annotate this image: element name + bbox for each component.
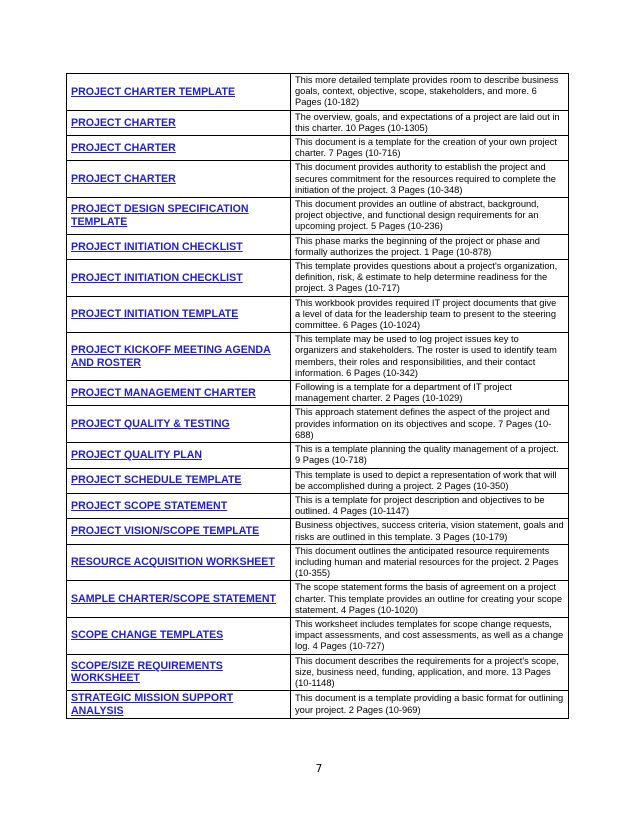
description-cell: This document describes the requirements for a project's scope, size, business need, funding, application, and more. 13 Pages (10-1148) <box>291 654 569 691</box>
title-cell <box>67 654 291 691</box>
title-cell <box>67 519 291 544</box>
title-cell <box>67 296 291 333</box>
description-cell: Following is a template for a department of IT project management charter. 2 Pages (10-1029) <box>291 381 569 406</box>
document-link[interactable]: PROJECT SCOPE STATEMENT <box>71 499 228 512</box>
document-table <box>66 73 569 719</box>
title-cell <box>67 136 291 161</box>
title-cell <box>67 74 291 111</box>
document-link[interactable]: PROJECT CHARTER <box>71 141 176 154</box>
document-link[interactable]: SAMPLE CHARTER/SCOPE STATEMENT <box>71 592 277 605</box>
table-row <box>67 260 569 297</box>
description-cell: This approach statement defines the aspect of the project and provides information on its objectives and scope. 7 Pages (10-688) <box>291 406 569 443</box>
description-cell: This is a template for project description and objectives to be outlined. 4 Pages (10-1147) <box>291 493 569 518</box>
document-link[interactable]: PROJECT KICKOFF MEETING AGENDA AND ROSTER <box>71 344 271 369</box>
document-link[interactable]: RESOURCE ACQUISITION WORKSHEET <box>71 556 275 569</box>
description-cell: The overview, goals, and expectations of a project are laid out in this charter. 10 Pages (10-1305) <box>291 110 569 135</box>
table-row <box>67 296 569 333</box>
table-row <box>67 198 569 235</box>
table-row <box>67 333 569 381</box>
table-row <box>67 110 569 135</box>
description-cell: This document provides authority to establish the project and secures commitment for the resources required to complete the initiation of the project. 3 Pages (10-348) <box>291 161 569 198</box>
title-cell <box>67 260 291 297</box>
title-cell <box>67 381 291 406</box>
document-link[interactable]: PROJECT CHARTER <box>71 172 176 185</box>
document-link[interactable]: STRATEGIC MISSION SUPPORT ANALYSIS <box>71 692 234 717</box>
title-cell <box>67 198 291 235</box>
document-link[interactable]: PROJECT INITIATION CHECKLIST <box>71 240 243 253</box>
table-row <box>67 691 569 719</box>
table-row <box>67 617 569 654</box>
table-row <box>67 161 569 198</box>
table-row <box>67 443 569 468</box>
description-cell: This is a template planning the quality management of a project. 9 Pages (10-718) <box>291 443 569 468</box>
page-number: 7 <box>315 763 323 775</box>
table-row <box>67 234 569 259</box>
title-cell <box>67 581 291 618</box>
title-cell <box>67 234 291 259</box>
title-cell <box>67 544 291 581</box>
description-cell: This workbook provides required IT project documents that give a level of data for the leadership team to present to the steering committee. 6 Pages (10-1024) <box>291 296 569 333</box>
document-link[interactable]: PROJECT CHARTER <box>71 116 176 129</box>
description-cell: This document provides an outline of abstract, background, project objective, and functional design requirements for an upcoming project. 5 Pages (10-236) <box>291 198 569 235</box>
title-cell <box>67 691 291 719</box>
description-cell: This template is used to depict a representation of work that will be accomplished during a project. 2 Pages (10-350) <box>291 468 569 493</box>
title-cell <box>67 333 291 381</box>
document-link[interactable]: PROJECT SCHEDULE TEMPLATE <box>71 474 242 487</box>
document-link[interactable]: PROJECT DESIGN SPECIFICATION TEMPLATE <box>71 203 249 228</box>
description-cell: The scope statement forms the basis of agreement on a project charter. This template provides an outline for creating your scope statement. 4 Pages (10-1020) <box>291 581 569 618</box>
title-cell <box>67 468 291 493</box>
description-cell: This document outlines the anticipated resource requirements including human and material resources for the project. 2 Pages (10-355) <box>291 544 569 581</box>
document-link[interactable]: PROJECT INITIATION TEMPLATE <box>71 308 239 321</box>
description-cell: This more detailed template provides room to describe business goals, context, objective, scope, stakeholders, and more. 6 Pages (10-182) <box>291 74 569 111</box>
title-cell <box>67 110 291 135</box>
description-cell: This worksheet includes templates for scope change requests, impact assessments, and cost assessments, as well as a change log. 4 Pages (10-727) <box>291 617 569 654</box>
document-link[interactable]: PROJECT QUALITY PLAN <box>71 449 203 462</box>
title-cell <box>67 493 291 518</box>
document-link[interactable]: SCOPE/SIZE REQUIREMENTS WORKSHEET <box>71 659 223 685</box>
document-link[interactable]: PROJECT QUALITY & TESTING <box>71 418 230 431</box>
table-row <box>67 74 569 111</box>
table-row <box>67 519 569 544</box>
table-row <box>67 493 569 518</box>
description-cell: This phase marks the beginning of the project or phase and formally authorizes the project. 1 Page (10-878) <box>291 234 569 259</box>
title-cell <box>67 617 291 654</box>
title-cell <box>67 406 291 443</box>
description-cell: This template may be used to log project issues key to organizers and stakeholders. The roster is used to identify team members, their roles and responsibilities, and their contact information. 6 Pages (10-342) <box>291 333 569 381</box>
description-cell: This template provides questions about a project's organization, definition, risk, & estimate to help determine readiness for the project. 3 Pages (10-717) <box>291 260 569 297</box>
table-row <box>67 381 569 406</box>
document-link[interactable]: PROJECT CHARTER TEMPLATE <box>71 85 236 98</box>
title-cell <box>67 161 291 198</box>
document-link[interactable]: PROJECT VISION/SCOPE TEMPLATE <box>71 525 260 538</box>
table-row <box>67 136 569 161</box>
description-cell: Business objectives, success criteria, vision statement, goals and risks are outlined in this template. 3 Pages (10-179) <box>291 519 569 544</box>
description-cell: This document is a template for the creation of your own project charter. 7 Pages (10-716) <box>291 136 569 161</box>
table-row <box>67 468 569 493</box>
document-link[interactable]: SCOPE CHANGE TEMPLATES <box>71 629 224 642</box>
description-cell: This document is a template providing a basic format for outlining your project. 2 Pages (10-969) <box>291 691 569 719</box>
table-row <box>67 406 569 443</box>
document-link[interactable]: PROJECT INITIATION CHECKLIST <box>71 271 243 284</box>
document-link[interactable]: PROJECT MANAGEMENT CHARTER <box>71 387 256 400</box>
table-row <box>67 544 569 581</box>
table-row <box>67 654 569 691</box>
title-cell <box>67 443 291 468</box>
table-row <box>67 581 569 618</box>
